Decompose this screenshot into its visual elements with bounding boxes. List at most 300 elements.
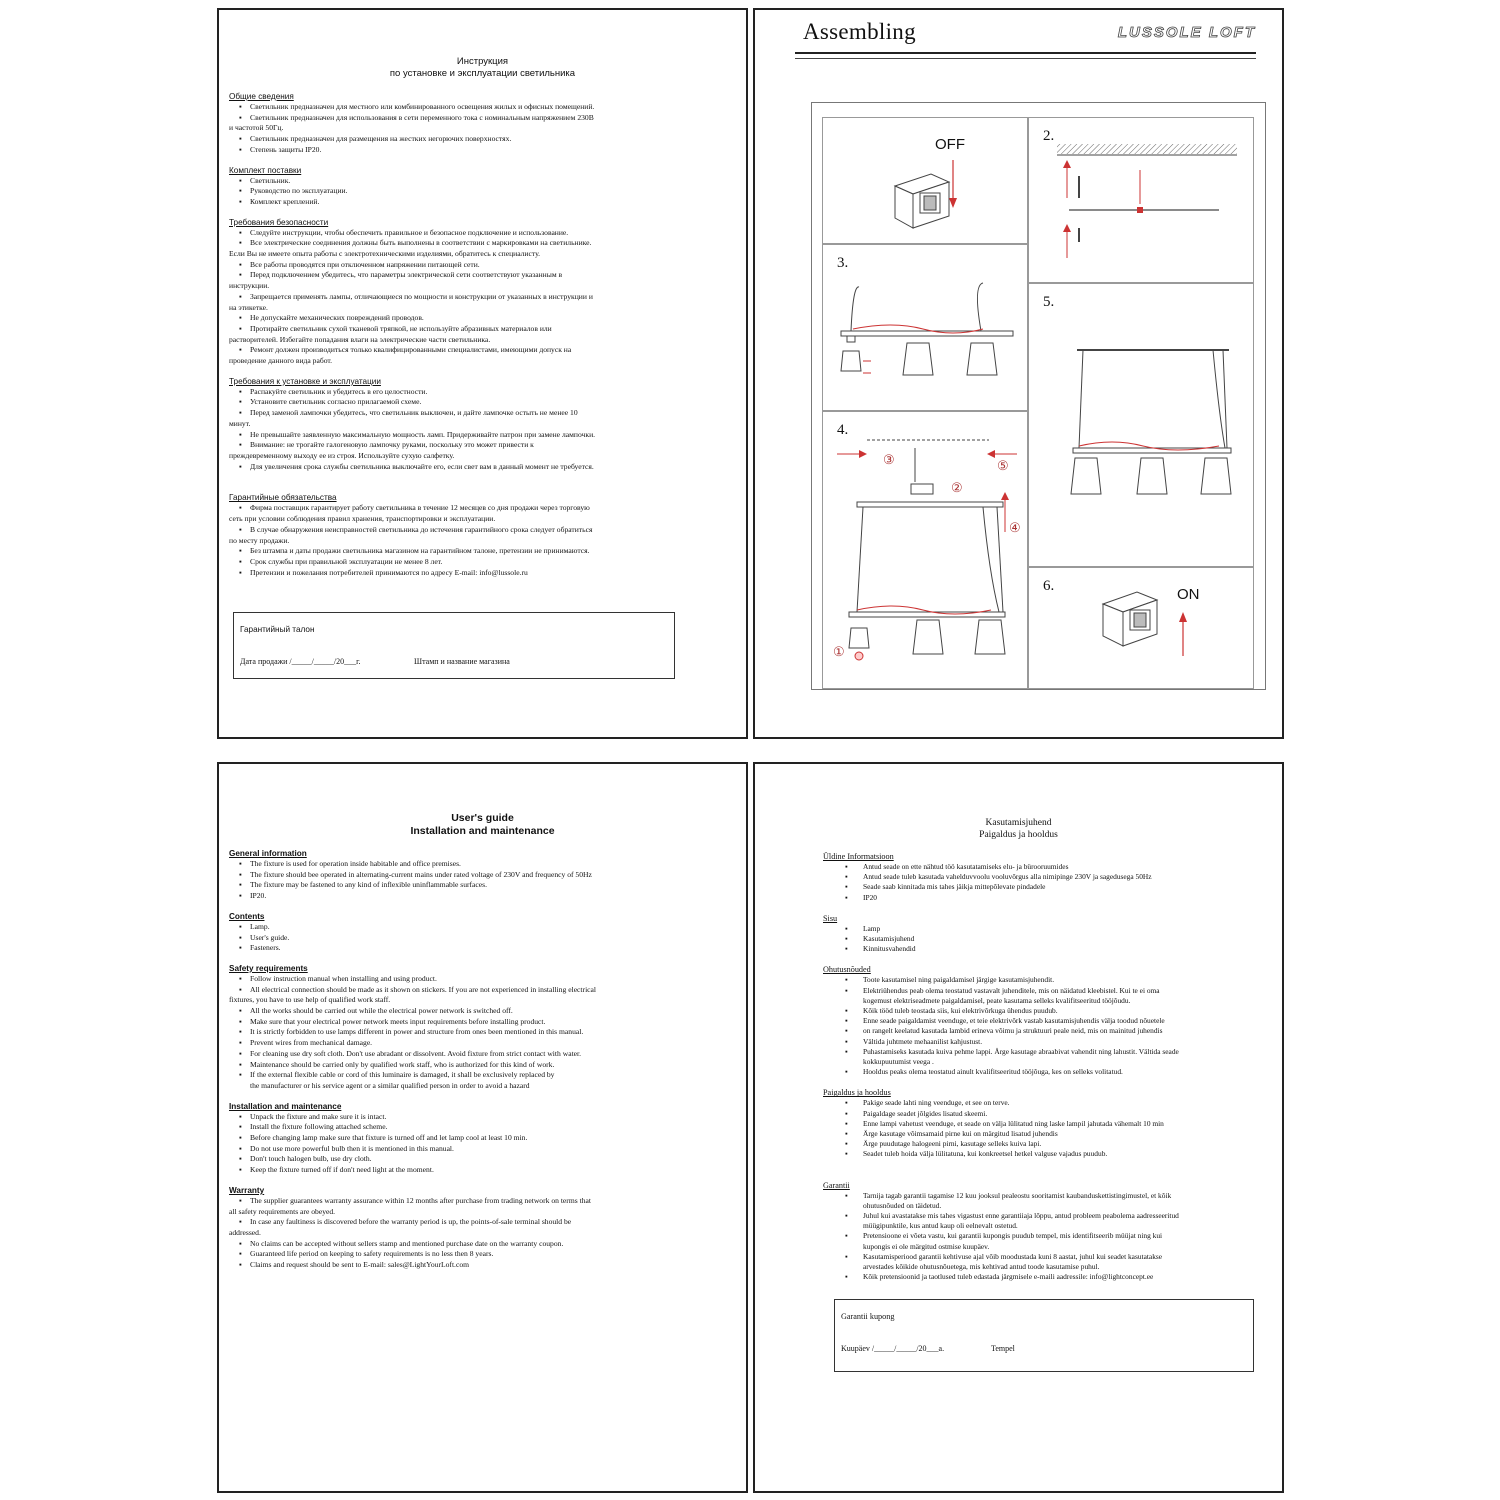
bullet-icon: ▪: [845, 872, 848, 882]
bullet-icon: ▪: [845, 1036, 848, 1046]
step-5-cell: [1028, 283, 1254, 567]
list-item: [823, 1129, 1243, 1139]
en-section-heading: Installation and maintenance: [229, 1101, 342, 1111]
list-item: [229, 880, 689, 891]
list-item-text: Seade saab kinnitada mis tahes jäikja mittepõlevate pindadele: [863, 882, 1046, 892]
list-item: [229, 974, 689, 985]
list-item: [229, 503, 681, 524]
list-item: [229, 1239, 689, 1250]
list-item-continuation: the manufacturer or his service agent or a similar qualified person in order to avoid a hazard: [250, 1080, 530, 1090]
switch-off-drawing: [823, 118, 1029, 245]
ru-section-heading: Требования к установке и эксплуатации: [229, 376, 381, 386]
ru-section-list: [229, 503, 681, 578]
list-item: [229, 313, 681, 324]
bullet-icon: ▪: [239, 313, 242, 323]
step-1-cell: [822, 117, 1028, 244]
bullet-icon: ▪: [845, 1026, 848, 1036]
list-item-text: Lamp.: [250, 921, 270, 931]
list-item-text: Toote kasutamisel ning paigaldamisel järgige kasutamisjuhendit.: [863, 975, 1055, 985]
list-item-continuation: преждевременному выходу ее из строя. Используйте сухую салфетку.: [229, 450, 455, 460]
marker-4: ④: [1009, 520, 1021, 535]
bullet-icon: ▪: [239, 921, 242, 931]
list-item-text: Не допускайте механических повреждений проводов.: [250, 313, 424, 323]
list-item: [229, 568, 681, 579]
list-item-text: Follow instruction manual when installing and using product.: [250, 973, 437, 983]
list-item: [229, 1027, 689, 1038]
bullet-icon: ▪: [845, 1067, 848, 1077]
list-item-continuation: arvestades kõikide ohutusnõuetega, mis kehtivad antud toode kasutamise puhul.: [863, 1262, 1100, 1272]
list-item-text: Juhul kui avastatakse mis tahes vigastust enne garantiiaja lõppu, antud probleem peabolema aadresseeritud: [863, 1211, 1179, 1221]
et-section-heading: Paigaldus ja hooldus: [823, 1088, 891, 1098]
list-item: [229, 440, 681, 461]
list-item: [823, 1098, 1243, 1108]
step-2-drawing: [1029, 118, 1255, 284]
bullet-icon: ▪: [239, 943, 242, 953]
list-item-continuation: инструкции.: [229, 281, 270, 291]
ru-section-list: [229, 176, 681, 208]
en-section-list: [229, 974, 689, 1092]
list-item: [823, 1252, 1243, 1272]
list-item: [823, 1047, 1243, 1067]
list-item: [229, 933, 689, 944]
bullet-icon: ▪: [845, 975, 848, 985]
list-item: [229, 1006, 689, 1017]
list-item-text: Make sure that your electrical power network meets input requirements before installing product.: [250, 1016, 546, 1026]
bullet-icon: ▪: [239, 291, 242, 301]
list-item-continuation: Если Вы не имеете опыта работы с электротехническими изделиями, обратитесь к специалисту.: [229, 249, 541, 259]
bullet-icon: ▪: [845, 892, 848, 902]
ru-section-list: [229, 387, 681, 473]
step-5-number: 5.: [1043, 294, 1055, 310]
list-item: [823, 872, 1243, 882]
list-item: [229, 1196, 689, 1217]
bullet-icon: ▪: [239, 1122, 242, 1132]
russian-manual-page: [217, 8, 748, 739]
list-item-text: Puhastamiseks kasutada kuiva pehme lappi. Ärge kasutage abraabivat vahendit ning lahustit. Vältida seade: [863, 1046, 1179, 1056]
bullet-icon: ▪: [845, 882, 848, 892]
assembling-title: Assembling: [803, 19, 916, 44]
bullet-icon: ▪: [239, 397, 242, 407]
et-title-line2: Paigaldus ja hooldus: [979, 830, 1058, 840]
list-item-continuation: по месту продажи.: [229, 535, 290, 545]
bullet-icon: ▪: [239, 186, 242, 196]
bullet-icon: ▪: [239, 984, 242, 994]
list-item-continuation: на этикетке.: [229, 302, 268, 312]
et-section-heading: Ohutusnõuded: [823, 965, 871, 975]
list-item: [229, 113, 681, 134]
bullet-icon: ▪: [845, 1118, 848, 1128]
list-item-text: Светильник предназначен для местного или комбинированного освещения жилых и офисных помещений.: [250, 102, 595, 111]
list-item-text: Antud seade tuleb kasutada vahelduvvoolu vooluvõrgus alla nimipinge 230V ja sagedusega 50Hz: [863, 872, 1152, 882]
bullet-icon: ▪: [845, 1190, 848, 1200]
ru-section-heading: Требования безопасности: [229, 217, 329, 227]
bullet-icon: ▪: [239, 196, 242, 206]
marker-1: ①: [833, 644, 845, 659]
list-item: [823, 1119, 1243, 1129]
list-item: [229, 102, 681, 113]
list-item: [823, 893, 1243, 903]
step-6-cell: [1028, 567, 1254, 689]
list-item: [229, 387, 681, 398]
bullet-icon: ▪: [239, 323, 242, 333]
bullet-icon: ▪: [239, 259, 242, 269]
list-item: [229, 1260, 689, 1271]
step-2-number: 2.: [1043, 128, 1055, 144]
step-4-number: 4.: [837, 422, 849, 438]
bullet-icon: ▪: [845, 1231, 848, 1241]
list-item: [229, 1144, 689, 1155]
list-item-text: Tarnija tagab garantii tagamise 12 kuu jooksul pealeostu sooritamist kaubanduskettistingimustel, et kõik: [863, 1190, 1172, 1200]
et-section-list: [823, 975, 1243, 1077]
bullet-icon: ▪: [239, 1217, 242, 1227]
bullet-icon: ▪: [239, 1070, 242, 1080]
bullet-icon: ▪: [239, 102, 242, 111]
list-item-text: Pakige seade lahti ning veenduge, et see on terve.: [863, 1098, 1010, 1108]
step-2-cell: [1028, 117, 1254, 283]
list-item-text: Перед заменой лампочки убедитесь, что светильник выключен, и дайте лампочке остыть не менее 10: [250, 408, 578, 418]
list-item: [823, 975, 1243, 985]
list-item: [229, 228, 681, 239]
list-item-text: Степень защиты IP20.: [250, 144, 322, 154]
bullet-icon: ▪: [239, 429, 242, 439]
bullet-icon: ▪: [239, 891, 242, 901]
bullet-icon: ▪: [239, 1111, 242, 1121]
list-item-text: Kinnitusvahendid: [863, 944, 916, 954]
list-item: [229, 186, 681, 197]
list-item: [229, 1122, 689, 1133]
bullet-icon: ▪: [239, 880, 242, 890]
bullet-icon: ▪: [845, 1129, 848, 1139]
et-body: [823, 851, 1243, 1283]
bullet-icon: ▪: [239, 524, 242, 534]
on-label: ON: [1177, 586, 1200, 603]
marker-2: ②: [951, 480, 963, 495]
list-item: [229, 546, 681, 557]
list-item: [823, 934, 1243, 944]
list-item-text: IP20.: [250, 891, 267, 901]
list-item: [229, 408, 681, 429]
list-item: [229, 1217, 689, 1238]
list-item-continuation: all safety requirements are obeyed.: [229, 1206, 336, 1216]
en-section-list: [229, 922, 689, 954]
bullet-icon: ▪: [239, 238, 242, 248]
list-item-text: Elektriühendus peab olema teostatud vastavalt juhenditele, mis on näidatud kleebistel. Kui te ei oma: [863, 985, 1160, 995]
list-item: [229, 176, 681, 187]
bullet-icon: ▪: [239, 567, 242, 577]
list-item-text: The fixture may be fastened to any kind of inflexible uninflammable surfaces.: [250, 880, 488, 890]
et-section-list: [823, 924, 1243, 955]
list-item-continuation: проведение данного вида работ.: [229, 356, 333, 366]
step-3-cell: [822, 244, 1028, 411]
list-item-continuation: addressed.: [229, 1227, 261, 1237]
list-item-text: Hooldus peaks olema teostatud ainult kvalifitseeritud tööjõuga, kes on selleks volitatud.: [863, 1067, 1123, 1077]
bullet-icon: ▪: [239, 1006, 242, 1016]
en-section-heading: Warranty: [229, 1185, 265, 1195]
step-4-cell: [822, 411, 1028, 689]
bullet-icon: ▪: [845, 1149, 848, 1159]
list-item-text: В случае обнаружения неисправностей светильника до истечения гарантийного срока следует обратиться: [250, 524, 593, 534]
list-item: [229, 1038, 689, 1049]
bullet-icon: ▪: [239, 1059, 242, 1069]
list-item-continuation: müügipunktile, kus antud kaup oli eelnevalt ostetud.: [863, 1221, 1018, 1231]
list-item: [229, 1017, 689, 1028]
list-item: [229, 345, 681, 366]
list-item-continuation: растворителей. Избегайте попадания влаги на электрические части светильника.: [229, 334, 491, 344]
list-item-text: Do not use more powerful bulb then it is mentioned in this manual.: [250, 1143, 454, 1153]
list-item: [229, 891, 689, 902]
bullet-icon: ▪: [239, 1154, 242, 1164]
list-item: [823, 862, 1243, 872]
list-item-text: No claims can be accepted without sellers stamp and mentioned purchase date on the warranty coupon.: [250, 1238, 564, 1248]
list-item-text: Kasutamisjuhend: [863, 934, 915, 944]
english-manual-page: [217, 762, 748, 1493]
list-item: [229, 1060, 689, 1071]
en-body: [229, 848, 689, 1271]
list-item-text: User's guide.: [250, 932, 290, 942]
list-item-text: Install the fixture following attached scheme.: [250, 1122, 388, 1132]
bullet-icon: ▪: [845, 1139, 848, 1149]
list-item-text: Vältida juhtmete mehaanilist kahjustust.: [863, 1036, 983, 1046]
et-section-list: [823, 1191, 1243, 1283]
bullet-icon: ▪: [239, 859, 242, 868]
bullet-icon: ▪: [239, 869, 242, 879]
en-title-line1: User's guide: [451, 812, 514, 824]
bullet-icon: ▪: [845, 1251, 848, 1261]
en-section-heading: Safety requirements: [229, 963, 308, 973]
list-item-text: Срок службы при правильной эксплуатации не менее 8 лет.: [250, 556, 443, 566]
bullet-icon: ▪: [845, 1016, 848, 1026]
list-item: [823, 1109, 1243, 1119]
ru-section-list: [229, 228, 681, 367]
list-item-text: Протирайте светильник сухой тканевой тряпкой, не используйте абразивных материалов или: [250, 323, 552, 333]
list-item: [823, 1067, 1243, 1077]
switch-on-drawing: [1029, 568, 1255, 690]
list-item: [823, 924, 1243, 934]
list-item: [229, 1070, 689, 1091]
list-item-text: Claims and request should be sent to E-mail: sales@LightYourLoft.com: [250, 1260, 470, 1270]
list-item-text: Комплект креплений.: [250, 196, 320, 206]
step-5-drawing: [1029, 284, 1255, 568]
list-item: [229, 870, 689, 881]
bullet-icon: ▪: [845, 1211, 848, 1221]
list-item: [229, 197, 681, 208]
list-item-continuation: kokkupuutumist veega .: [863, 1057, 934, 1067]
list-item: [229, 397, 681, 408]
bullet-icon: ▪: [239, 556, 242, 566]
list-item-text: Все электрические соединения должны быть выполнены в соответствии с маркировками на светильнике.: [250, 238, 592, 248]
list-item: [229, 922, 689, 933]
list-item: [823, 882, 1243, 892]
list-item: [823, 1037, 1243, 1047]
list-item-text: Запрещается применять лампы, отличающиеся по мощности и конструкции от указанных в инструкции и: [250, 291, 593, 301]
bullet-icon: ▪: [239, 408, 242, 418]
bullet-icon: ▪: [239, 1195, 242, 1205]
list-item: [229, 145, 681, 156]
list-item-text: Prevent wires from mechanical damage.: [250, 1038, 373, 1048]
list-item: [229, 1165, 689, 1176]
en-section-list: [229, 859, 689, 902]
list-item-text: Don't touch halogen bulb, use dry cloth.: [250, 1154, 372, 1164]
list-item-continuation: kupongis ei ole märgitud ostmise kuupäev.: [863, 1241, 990, 1251]
assembling-page: [753, 8, 1284, 739]
list-item-text: The supplier guarantees warranty assurance within 12 months after purchase from trading network on terms that: [250, 1195, 591, 1205]
list-item-text: If the external flexible cable or cord of this luminaire is damaged, it shall be exclusively replaced by: [250, 1070, 555, 1080]
list-item: [229, 270, 681, 291]
list-item: [229, 462, 681, 473]
marker-3: ③: [883, 452, 895, 467]
bullet-icon: ▪: [845, 934, 848, 944]
list-item: [229, 430, 681, 441]
list-item-text: Ärge kasutage võimsamaid pirne kui on märgitud lisatud juhendis: [863, 1129, 1058, 1139]
et-warranty-coupon: [834, 1299, 1254, 1372]
bullet-icon: ▪: [239, 270, 242, 280]
list-item-text: In case any faultiness is discovered before the warranty period is up, the points-of-sale terminal should be: [250, 1217, 572, 1227]
et-coupon-date: Kuupäev /_____/_____/20___a.: [841, 1344, 945, 1353]
list-item: [823, 1272, 1243, 1282]
en-section-list: [229, 1196, 689, 1271]
list-item: [229, 525, 681, 546]
ru-coupon-stamp: Штамп и название магазина: [414, 657, 510, 666]
list-item: [823, 1191, 1243, 1211]
bullet-icon: ▪: [239, 1165, 242, 1175]
estonian-manual-page: [753, 762, 1284, 1493]
ru-section-heading: Гарантийные обязательства: [229, 493, 337, 503]
list-item-text: Unpack the fixture and make sure it is intact.: [250, 1111, 387, 1121]
list-item-text: Перед подключением убедитесь, что параметры электрической сети соответствуют указанным в: [250, 270, 563, 280]
ru-title-line2: по установке и эксплуатации светильника: [389, 68, 576, 79]
list-item-text: Светильник предназначен для размещения на жестких негорючих поверхностях.: [250, 134, 512, 144]
bullet-icon: ▪: [239, 134, 242, 144]
brand-logo: LUSSOLE LOFT: [1117, 24, 1256, 41]
ru-coupon-date: Дата продажи /_____/_____/20___г.: [240, 657, 361, 666]
bullet-icon: ▪: [845, 1108, 848, 1118]
list-item-text: Before changing lamp make sure that fixture is turned off and let lamp cool at least 10 min.: [250, 1133, 528, 1143]
step-6-number: 6.: [1043, 578, 1055, 594]
step-4-drawing: [823, 412, 1029, 690]
bullet-icon: ▪: [845, 1098, 848, 1108]
title-rule-thin: [795, 58, 1256, 59]
bullet-icon: ▪: [239, 1133, 242, 1143]
list-item-text: Enne seade paigaldamist veenduge, et teie elektrivõrk vastab kasutamisjuhendis välja toodud nõuetele: [863, 1016, 1165, 1026]
et-section-heading: Garantii: [823, 1180, 850, 1190]
et-section-list: [823, 862, 1243, 903]
bullet-icon: ▪: [845, 985, 848, 995]
list-item-continuation: fixtures, you have to use help of qualified work staff.: [229, 995, 391, 1005]
list-item-text: Светильник.: [250, 175, 291, 185]
list-item-text: Все работы проводятся при отключенном напряжении питающей сети.: [250, 259, 480, 269]
list-item-text: Fasteners.: [250, 943, 281, 953]
ru-body: [229, 91, 681, 578]
bullet-icon: ▪: [239, 1016, 242, 1026]
bullet-icon: ▪: [239, 386, 242, 396]
bullet-icon: ▪: [239, 973, 242, 983]
list-item-text: Kõik tööd tuleb teostada siis, kui elektrivõrkuga ühendus puudub.: [863, 1006, 1058, 1016]
list-item: [229, 1133, 689, 1144]
et-coupon-title: Garantii kupong: [841, 1312, 895, 1321]
list-item-text: Распакуйте светильник и убедитесь в его целостности.: [250, 386, 428, 396]
bullet-icon: ▪: [239, 1027, 242, 1037]
et-section-heading: Sisu: [823, 913, 838, 923]
bullet-icon: ▪: [239, 1249, 242, 1259]
list-item: [229, 859, 689, 870]
list-item-text: Не превышайте заявленную максимальную мощность ламп. Придерживайте патрон при замене лампочки.: [250, 429, 596, 439]
list-item-text: Maintenance should be carried only by qualified work staff, who is authorized for this kind of work.: [250, 1059, 555, 1069]
ru-title-line1: Инструкция: [456, 56, 509, 67]
bullet-icon: ▪: [239, 1143, 242, 1153]
off-label: OFF: [935, 136, 965, 153]
list-item-text: Светильник предназначен для использования в сети переменного тока с номинальным напряжением 230В: [250, 112, 594, 122]
bullet-icon: ▪: [845, 1046, 848, 1056]
marker-5: ⑤: [997, 458, 1009, 473]
step-3-number: 3.: [837, 255, 849, 271]
en-section-heading: Contents: [229, 911, 265, 921]
bullet-icon: ▪: [239, 461, 242, 471]
list-item-text: Следуйте инструкции, чтобы обеспечить правильное и безопасное подключение и использование.: [250, 227, 569, 237]
list-item-text: Paigaldage seadet jõlgides lisatud skeemi.: [863, 1108, 988, 1118]
list-item-text: Kõik pretensioonid ja taotlused tuleb edastada järgmisele e-maili aadressile: info@lightconcept.ee: [863, 1272, 1154, 1282]
et-section-heading: Üldine Informatsioon: [823, 852, 894, 861]
ru-section-heading: Комплект поставки: [229, 165, 302, 175]
list-item-text: The fixture is used for operation inside habitable and office premises.: [250, 859, 461, 868]
list-item: [823, 1149, 1243, 1159]
step-3-drawing: [823, 245, 1029, 412]
et-coupon-stamp: Tempel: [991, 1344, 1015, 1353]
list-item-text: Keep the fixture turned off if don't need light at the moment.: [250, 1165, 434, 1175]
list-item: [823, 986, 1243, 1006]
list-item-text: Enne lampi vahetust veenduge, et seade on välja lülitatud ning laske lampil jahutada vähemalt 10 min: [863, 1118, 1164, 1128]
list-item: [229, 943, 689, 954]
bullet-icon: ▪: [239, 227, 242, 237]
en-section-heading: General information: [229, 849, 307, 858]
list-item-text: Guaranteed life period on keeping to safety requirements is no less then 8 years.: [250, 1249, 494, 1259]
list-item-text: It is strictly forbidden to use lamps different in power and structure from ones been mentioned in this manual.: [250, 1027, 584, 1037]
ru-section-list: [229, 102, 681, 156]
list-item: [823, 1139, 1243, 1149]
bullet-icon: ▪: [239, 503, 242, 513]
list-item-text: The fixture should bee operated in alternating-current mains under rated voltage of 230V and frequency of 50Hz: [250, 869, 592, 879]
list-item-text: Без штампа и даты продажи светильника магазином на гарантийном талоне, претензии не принимаются.: [250, 546, 590, 556]
list-item: [823, 1026, 1243, 1036]
list-item-continuation: kogemust elektriseadmete paigaldamisel, peate kasutama selleks kvalifitseeritud tööjõudu.: [863, 995, 1131, 1005]
bullet-icon: ▪: [845, 1272, 848, 1282]
list-item: [823, 1006, 1243, 1016]
bullet-icon: ▪: [845, 923, 848, 933]
list-item: [229, 1154, 689, 1165]
en-section-list: [229, 1112, 689, 1176]
list-item: [229, 557, 681, 568]
assembly-steps-grid: [811, 102, 1266, 690]
et-title-line1: Kasutamisjuhend: [985, 818, 1052, 828]
list-item-text: IP20: [863, 892, 877, 902]
list-item-continuation: и частотой 50Гц.: [229, 123, 284, 133]
list-item-text: on rangelt keelatud kasutada lambid erineva võimu ja struktuuri peale neid, mis on mainitud juhendis: [863, 1026, 1163, 1036]
list-item-text: Руководство по эксплуатации.: [250, 186, 348, 196]
list-item-text: All electrical connection should be made as it shown on stickers. If you are not experienced in installing electrical: [250, 984, 597, 994]
list-item-text: Lamp: [863, 923, 881, 933]
list-item: [823, 944, 1243, 954]
list-item-text: For cleaning use dry soft cloth. Don't use abradant or dissolvent. Avoid fixture from strict contact with water.: [250, 1048, 582, 1058]
list-item-text: Внимание: не трогайте галогеновую лампочку руками, поскольку это может привести к: [250, 440, 534, 450]
bullet-icon: ▪: [239, 1038, 242, 1048]
bullet-icon: ▪: [239, 546, 242, 556]
title-rule: [795, 52, 1256, 54]
list-item-text: Kasutamisperiood garantii kehtivuse ajal võib moodustada kuni 8 aastat, juhul kui seadet kasutatakse: [863, 1251, 1163, 1261]
list-item: [823, 1231, 1243, 1251]
list-item: [229, 1112, 689, 1123]
list-item: [229, 1249, 689, 1260]
et-section-list: [823, 1098, 1243, 1159]
list-item-text: Фирма поставщик гарантирует работу светильника в течение 12 месяцев со дня продажи через торговую: [250, 503, 590, 513]
